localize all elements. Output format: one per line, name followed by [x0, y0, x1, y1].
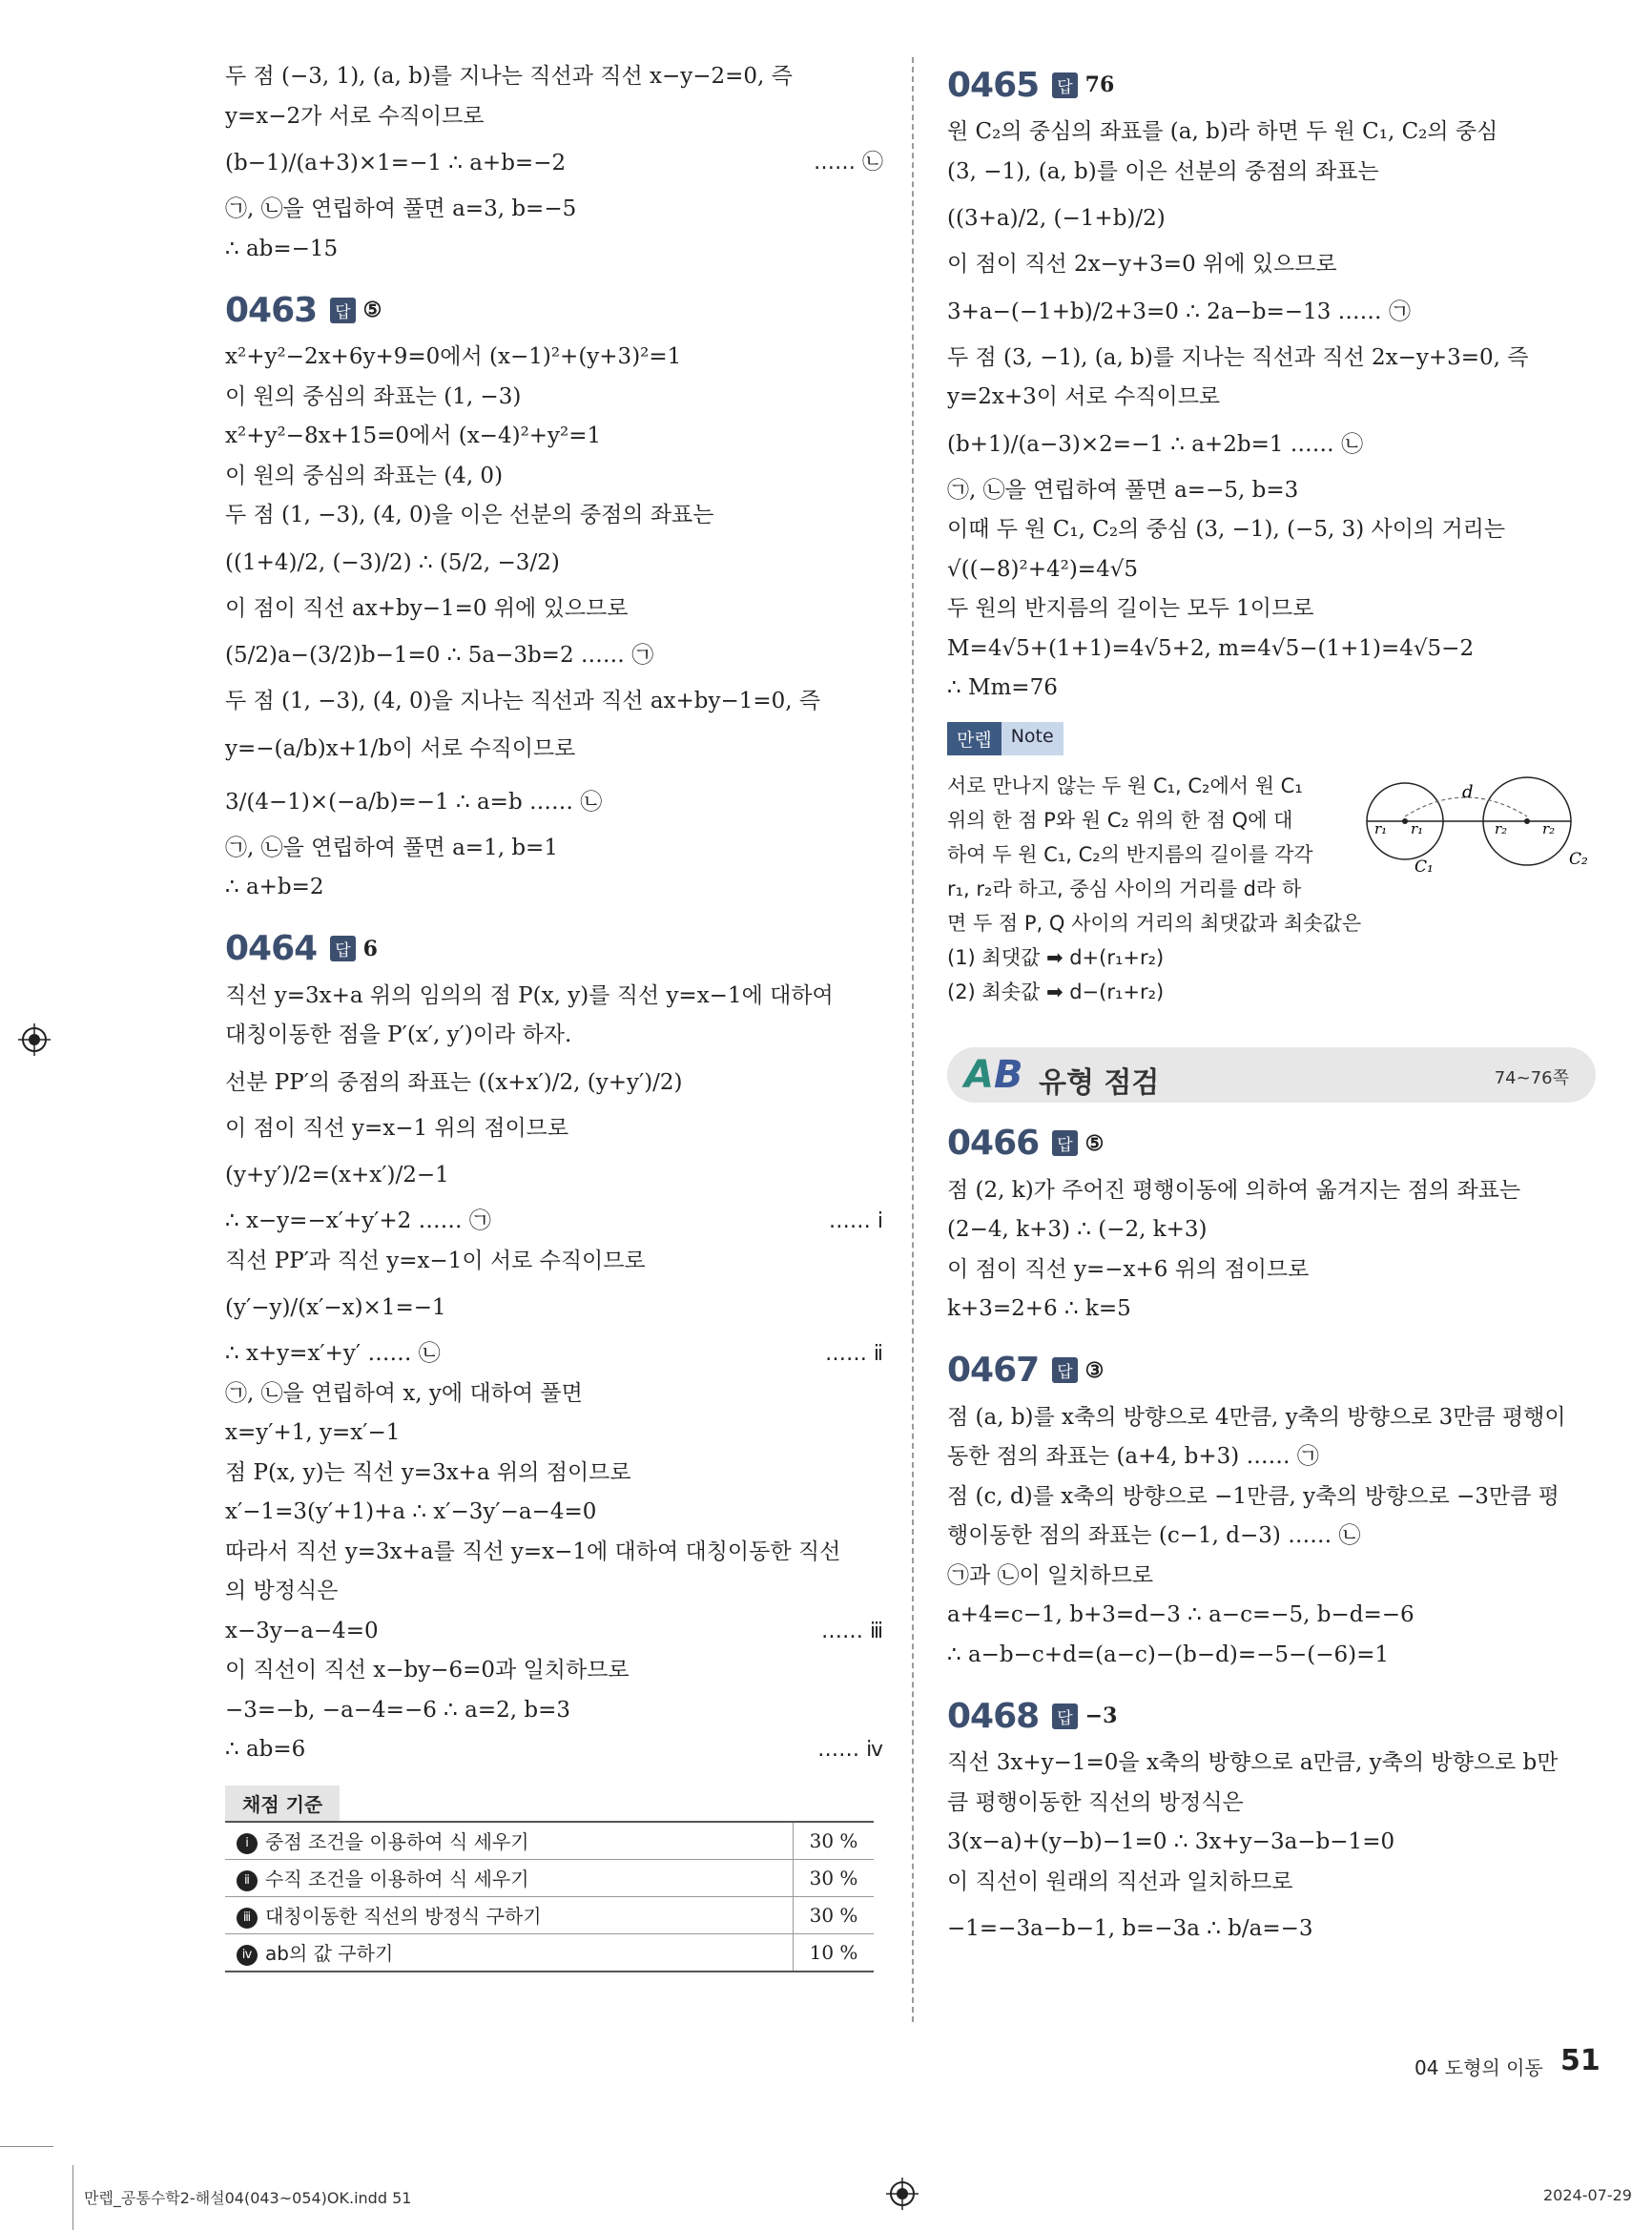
- solution-line: (3, −1), (a, b)를 이은 선분의 중점의 좌표는: [947, 158, 1379, 184]
- grading-criteria: [225, 1776, 883, 1972]
- solution-line: ㉠, ㉡을 연립하여 풀면 a=−5, b=3: [947, 477, 1299, 503]
- solution-line: 두 점 (1, −3), (4, 0)을 이은 선분의 중점의 좌표는: [225, 503, 714, 527]
- solution-line: ∴ Mm=76: [947, 675, 1058, 700]
- note-tag-2: Note: [1002, 722, 1063, 755]
- problem-0465: [947, 57, 1596, 709]
- label-d: d: [1462, 781, 1474, 802]
- grading-row: [225, 1933, 874, 1972]
- solution-line: 점 (2, k)가 주어진 평행이동에 의하여 옮겨지는 점의 좌표는: [947, 1177, 1521, 1203]
- grading-text: 대칭이동한 직선의 방정식 구하기: [265, 1905, 542, 1928]
- problem-header: [947, 57, 1596, 113]
- solution-line: 따라서 직선 y=3x+a를 직선 y=x−1에 대하여 대칭이동한 직선: [225, 1538, 841, 1564]
- problem-number: 0468: [947, 1696, 1040, 1736]
- step-marker: …… ⅳ: [817, 1738, 883, 1762]
- solution-line: ((1+4)/2, (−3)/2) ∴ (5/2, −3/2): [225, 549, 560, 575]
- solution-line: 직선 PP′과 직선 y=x−1이 서로 수직이므로: [225, 1248, 646, 1273]
- answer-value: ⑤: [362, 298, 382, 322]
- note-header: [947, 722, 1596, 755]
- solution-line: ∴ a−b−c+d=(a−c)−(b−d)=−5−(−6)=1: [947, 1642, 1390, 1667]
- solution-line: x²+y²−2x+6y+9=0에서 (x−1)²+(y+3)²=1: [225, 344, 682, 369]
- section-title: 유형 점검: [1039, 1065, 1160, 1100]
- solution-line: 이 원의 중심의 좌표는 (4, 0): [225, 463, 504, 488]
- solution-line: 선분 PP′의 중점의 좌표는 ((x+x′)/2, (y+y′)/2): [225, 1069, 683, 1095]
- grading-row: [225, 1822, 874, 1860]
- solution-line: 3+a−(−1+b)/2+3=0 ∴ 2a−b=−13 …… ㉠: [947, 299, 1411, 324]
- right-column: [947, 57, 1596, 1955]
- solution-line: ∴ x−y=−x′+y′+2 …… ㉠ …… ⅰ: [225, 1202, 883, 1242]
- note-line: (1) 최댓값 ➡ d+(r₁+r₂): [947, 945, 1165, 969]
- print-date: 2024-07-29: [1543, 2186, 1632, 2204]
- step-mark: ⅲ: [237, 1908, 258, 1929]
- solution-line: −1=−3a−b−1, b=−3a ∴ b/a=−3: [947, 1916, 1313, 1941]
- solution-line: ㉠, ㉡을 연립하여 풀면 a=1, b=1: [225, 835, 558, 860]
- problem-0464: [225, 921, 883, 1770]
- solution-line: 3(x−a)+(y−b)−1=0 ∴ 3x+y−3a−b−1=0: [947, 1829, 1395, 1854]
- solution-line: 두 점 (1, −3), (4, 0)을 지나는 직선과 직선 ax+by−1=0, 즉: [225, 689, 821, 713]
- step-mark: ⅰ: [237, 1833, 258, 1854]
- solution-line: y=x−2가 서로 수직이므로: [225, 103, 485, 129]
- solution-line: ㉠, ㉡을 연립하여 x, y에 대하여 풀면: [225, 1380, 583, 1406]
- note-line: 서로 만나지 않는 두 원 C₁, C₂에서 원 C₁: [947, 774, 1303, 797]
- step-marker: …… ㉡: [814, 151, 883, 175]
- solution-line: 의 방정식은: [225, 1579, 339, 1603]
- solution-line: (5/2)a−(3/2)b−1=0 ∴ 5a−3b=2 …… ㉠: [225, 643, 654, 668]
- solution-line: x²+y²−8x+15=0에서 (x−4)²+y²=1: [225, 423, 602, 448]
- solution-line: 원 C₂의 중심의 좌표를 (a, b)라 하면 두 원 C₁, C₂의 중심: [947, 119, 1498, 144]
- solution-line: 두 원의 반지름의 길이는 모두 1이므로: [947, 596, 1314, 621]
- solution-line: y=2x+3이 서로 수직이므로: [947, 384, 1221, 409]
- problem-0467: [947, 1343, 1596, 1676]
- grading-percent: 30 %: [794, 1896, 875, 1933]
- center-c2: [1524, 818, 1530, 824]
- label-r1-right: r₁: [1411, 819, 1424, 837]
- solution-line: 점 (c, d)를 x축의 방향으로 −1만큼, y축의 방향으로 −3만큼 평: [947, 1483, 1559, 1509]
- solution-line: ㉠과 ㉡이 일치하므로: [947, 1562, 1154, 1588]
- problem-number: 0465: [947, 65, 1040, 105]
- note-body: [947, 769, 1596, 1009]
- label-c1: C₁: [1415, 857, 1434, 874]
- answer-badge: 답: [330, 298, 355, 323]
- two-circles-figure: [1348, 769, 1596, 874]
- answer-badge: 답: [1052, 1357, 1077, 1383]
- solution-line: 3/(4−1)×(−a/b)=−1 ∴ a=b …… ㉡: [225, 789, 603, 815]
- intro-solution: [225, 57, 883, 269]
- solution-line: 대칭이동한 점을 P′(x′, y′)이라 하자.: [225, 1022, 572, 1047]
- label-c2: C₂: [1569, 849, 1588, 869]
- solution-line: ∴ x+y=x′+y′ …… ㉡ …… ⅱ: [225, 1334, 883, 1374]
- step-marker: …… ⅲ: [820, 1619, 883, 1643]
- solution-line: 행이동한 점의 좌표는 (c−1, d−3) …… ㉡: [947, 1523, 1361, 1548]
- solution-line: ㉠, ㉡을 연립하여 풀면 a=3, b=−5: [225, 196, 577, 221]
- solution-line: 두 점 (3, −1), (a, b)를 지나는 직선과 직선 2x−y+3=0, 즉: [947, 344, 1529, 370]
- note-line: 면 두 점 P, Q 사이의 거리의 최댓값과 최솟값은: [947, 911, 1362, 935]
- grading-percent: 30 %: [794, 1822, 875, 1860]
- answer-value: ⑤: [1084, 1130, 1105, 1156]
- answer-value: ③: [1084, 1357, 1105, 1383]
- solution-line: 큼 평행이동한 직선의 방정식은: [947, 1789, 1244, 1815]
- right-problems: [947, 1116, 1596, 1956]
- solution-line: 이 직선이 직선 x−by−6=0과 일치하므로: [225, 1658, 630, 1683]
- step-mark: ⅱ: [237, 1870, 258, 1891]
- left-column: [225, 57, 883, 1972]
- note-line: (2) 최솟값 ➡ d−(r₁+r₂): [947, 980, 1165, 1003]
- problem-header: [225, 921, 883, 977]
- registration-mark-bottom: [886, 2178, 919, 2210]
- grading-title: 채점 기준: [225, 1786, 340, 1821]
- column-divider: [912, 57, 914, 2022]
- note-tag: 만렙: [947, 722, 1002, 755]
- solution-line: a+4=c−1, b+3=d−3 ∴ a−c=−5, b−d=−6: [947, 1602, 1415, 1627]
- problem-number: 0467: [947, 1351, 1040, 1390]
- problem-header: [947, 1343, 1596, 1398]
- footer-page-number: 51: [1560, 2044, 1600, 2077]
- solution-line: 점 P(x, y)는 직선 y=3x+a 위의 점이므로: [225, 1459, 631, 1485]
- solution-line: √((−8)²+4²)=4√5: [947, 556, 1138, 582]
- left-problems: [225, 282, 883, 1770]
- grading-percent: 30 %: [794, 1859, 875, 1896]
- solution-line: ∴ a+b=2: [225, 875, 324, 899]
- grading-row: [225, 1859, 874, 1896]
- solution-line: −3=−b, −a−4=−6 ∴ a=2, b=3: [225, 1697, 570, 1723]
- problem-0466: [947, 1116, 1596, 1330]
- solution-line: k+3=2+6 ∴ k=5: [947, 1296, 1131, 1321]
- solution-line: ∴ ab=−15: [225, 236, 339, 261]
- grading-text: 중점 조건을 이용하여 식 세우기: [265, 1830, 529, 1853]
- answer-badge: 답: [1052, 72, 1077, 98]
- answer-value: −3: [1084, 1703, 1118, 1728]
- solution-line: x=y′+1, y=x′−1: [225, 1420, 401, 1445]
- grading-text: 수직 조건을 이용하여 식 세우기: [265, 1868, 529, 1890]
- solution-line: (b+1)/(a−3)×2=−1 ∴ a+2b=1 …… ㉡: [947, 431, 1364, 457]
- grading-text: ab의 값 구하기: [265, 1942, 394, 1965]
- answer-value: 6: [362, 936, 378, 961]
- problem-0463: [225, 282, 883, 908]
- step-marker: …… ⅱ: [824, 1342, 883, 1366]
- answer-badge: 답: [330, 936, 355, 961]
- problem-number: 0463: [225, 290, 318, 330]
- solution-line: y=−(a/b)x+1/b이 서로 수직이므로: [225, 735, 576, 761]
- solution-line: 두 점 (−3, 1), (a, b)를 지나는 직선과 직선 x−y−2=0, 즉: [225, 64, 793, 89]
- solution-line: x′−1=3(y′+1)+a ∴ x′−3y′−a−4=0: [225, 1499, 597, 1524]
- print-file-name: 만렙_공통수학2-해설04(043~054)OK.indd 51: [84, 2189, 412, 2207]
- crop-line-h: [0, 2146, 53, 2147]
- section-logo: AB: [964, 1052, 1023, 1097]
- problem-number: 0464: [225, 929, 318, 968]
- step-marker: …… ⅰ: [828, 1209, 883, 1233]
- solution-line: 이 점이 직선 y=−x+6 위의 점이므로: [947, 1256, 1310, 1282]
- section-header: [947, 1047, 1596, 1103]
- answer-badge: 답: [1052, 1703, 1077, 1729]
- crop-line-v: [72, 2165, 73, 2230]
- solution-line: 직선 y=3x+a 위의 임의의 점 P(x, y)를 직선 y=x−1에 대하여: [225, 982, 834, 1008]
- solution-line: 점 (a, b)를 x축의 방향으로 4만큼, y축의 방향으로 3만큼 평행이: [947, 1404, 1566, 1430]
- problem-header: [947, 1116, 1596, 1171]
- solution-line: 이때 두 원 C₁, C₂의 중심 (3, −1), (−5, 3) 사이의 거리는: [947, 517, 1506, 542]
- solution-line: ∴ ab=6 …… ⅳ: [225, 1730, 883, 1770]
- solution-line: x−3y−a−4=0 …… ⅲ: [225, 1612, 883, 1652]
- solution-line: 동한 점의 좌표는 (a+4, b+3) …… ㉠: [947, 1444, 1319, 1469]
- solution-line: M=4√5+(1+1)=4√5+2, m=4√5−(1+1)=4√5−2: [947, 635, 1475, 661]
- section-pages: 74~76쪽: [1494, 1067, 1569, 1088]
- problem-0468: [947, 1688, 1596, 1955]
- solution-line: 직선 3x+y−1=0을 x축의 방향으로 a만큼, y축의 방향으로 b만: [947, 1750, 1559, 1775]
- problem-header: [947, 1688, 1596, 1744]
- problem-header: [225, 282, 883, 338]
- solution-line: 이 점이 직선 y=x−1 위의 점이므로: [225, 1115, 569, 1141]
- grading-percent: 10 %: [794, 1933, 875, 1972]
- solution-line: ((3+a)/2, (−1+b)/2): [947, 206, 1166, 231]
- footer-chapter: 04 도형의 이동: [1415, 2056, 1543, 2079]
- grading-row: [225, 1896, 874, 1933]
- solution-line: (2−4, k+3) ∴ (−2, k+3): [947, 1217, 1208, 1242]
- problem-number: 0466: [947, 1124, 1040, 1163]
- solution-line: (y′−y)/(x′−x)×1=−1: [225, 1295, 446, 1320]
- solution-line: 이 점이 직선 2x−y+3=0 위에 있으므로: [947, 252, 1337, 277]
- registration-mark-left: [18, 1023, 51, 1056]
- note-line: 위의 한 점 P와 원 C₂ 위의 한 점 Q에 대: [947, 808, 1293, 832]
- step-mark: ⅳ: [237, 1945, 258, 1966]
- solution-line: 이 직선이 원래의 직선과 일치하므로: [947, 1869, 1293, 1894]
- label-r2-right: r₂: [1542, 819, 1556, 837]
- note-line: 하여 두 원 C₁, C₂의 반지름의 길이를 각각: [947, 842, 1313, 866]
- answer-badge: 답: [1052, 1130, 1077, 1156]
- note-line: r₁, r₂라 하고, 중심 사이의 거리를 d라 하: [947, 877, 1302, 900]
- center-c1: [1402, 818, 1408, 824]
- solution-line: 이 원의 중심의 좌표는 (1, −3): [225, 383, 522, 409]
- answer-value: 76: [1084, 72, 1115, 97]
- solution-line: (y+y′)/2=(x+x′)/2−1: [225, 1163, 449, 1187]
- grading-table: [225, 1821, 874, 1972]
- label-r1-left: r₁: [1374, 819, 1388, 837]
- label-r2-left: r₂: [1495, 819, 1508, 837]
- solution-line: (b−1)/(a+3)×1=−1 ∴ a+b=−2 …… ㉡: [225, 136, 883, 190]
- solution-line: 이 점이 직선 ax+by−1=0 위에 있으므로: [225, 595, 629, 621]
